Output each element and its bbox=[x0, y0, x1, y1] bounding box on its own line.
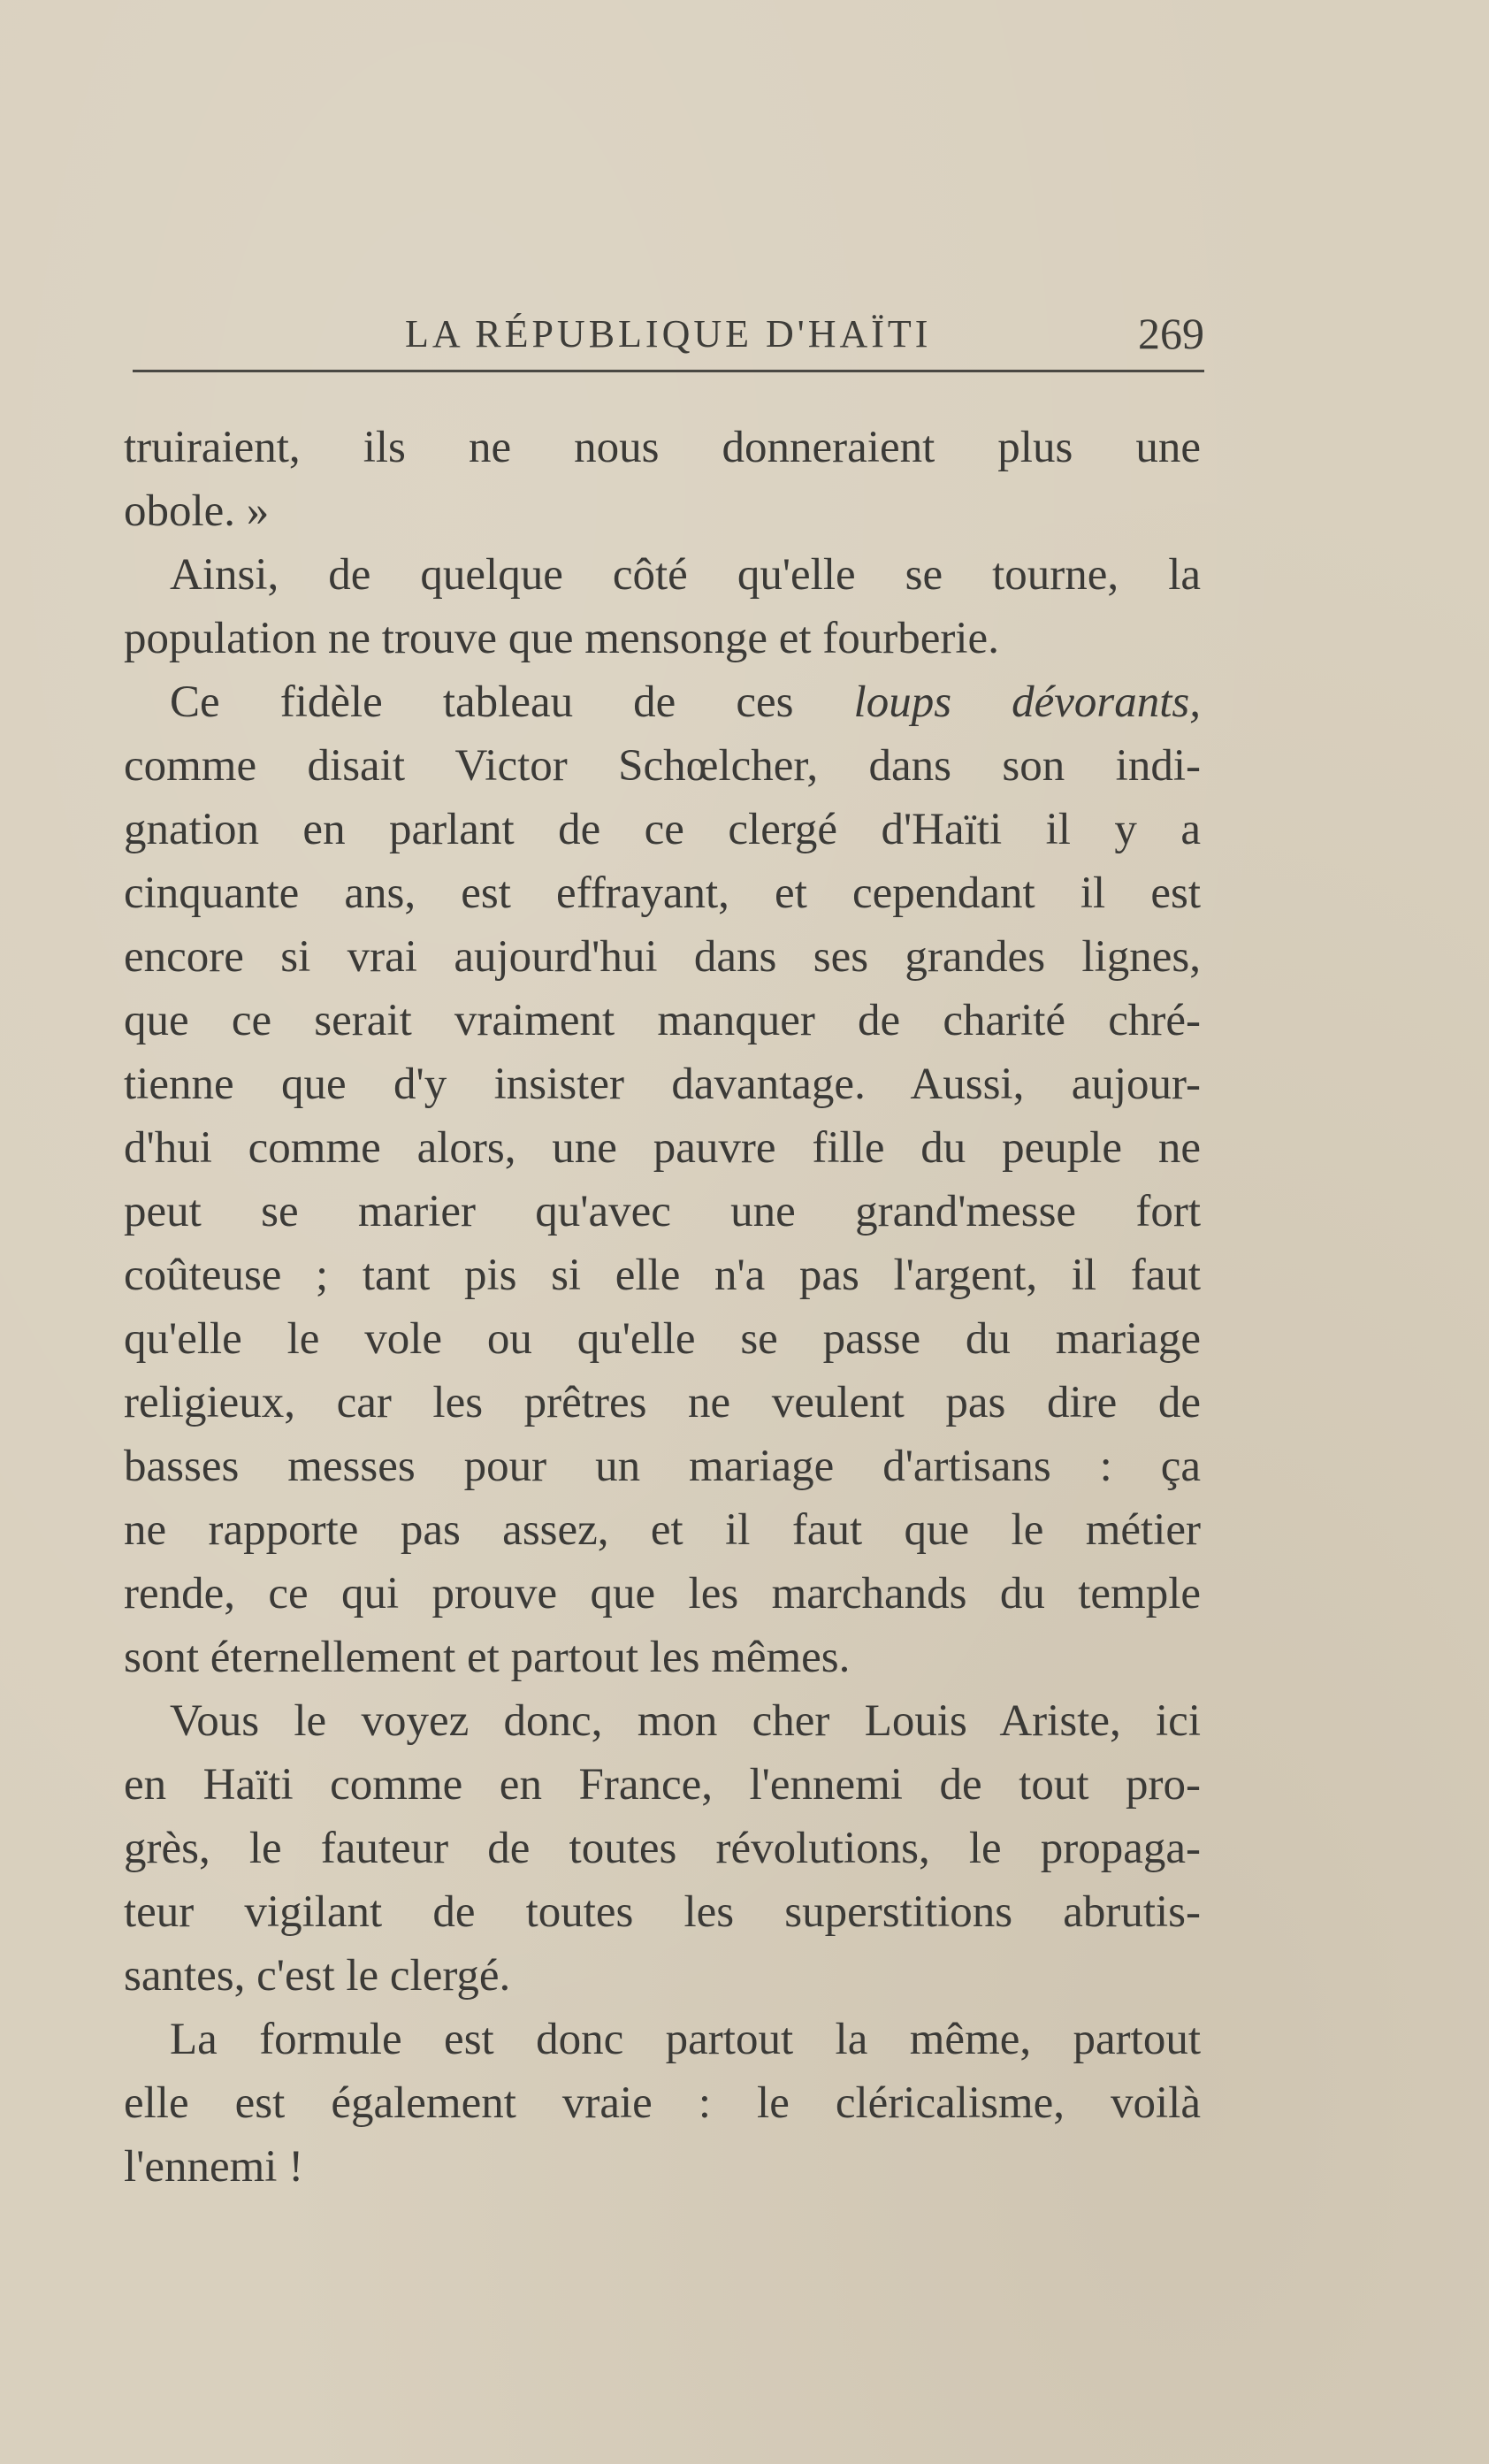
text-line: d'hui comme alors, une pauvre fille du peuple ne bbox=[124, 1123, 1201, 1173]
text-line: religieux, car les prêtres ne veulent pas dire de bbox=[124, 1378, 1201, 1427]
body-text bbox=[124, 416, 1201, 2199]
text-line: Ainsi, de quelque côté qu'elle se tourne, la bbox=[170, 550, 1201, 600]
header-rule bbox=[133, 370, 1204, 372]
running-head bbox=[133, 301, 1204, 371]
text-line: Vous le voyez donc, mon cher Louis Ariste, ici bbox=[170, 1696, 1201, 1746]
text-line: l'ennemi ! bbox=[124, 2142, 304, 2192]
page-number: 269 bbox=[1138, 309, 1204, 358]
text-line: basses messes pour un mariage d'artisans : ça bbox=[124, 1442, 1201, 1491]
text-line bbox=[124, 670, 1201, 734]
text-line: encore si vrai aujourd'hui dans ses grandes lignes, bbox=[124, 932, 1201, 982]
text-line: grès, le fauteur de toutes révolutions, le propaga- bbox=[124, 1824, 1201, 1873]
text-line: ne rapporte pas assez, et il faut que le métier bbox=[124, 1505, 1201, 1555]
text-line: obole. » bbox=[124, 486, 270, 536]
text-line: gnation en parlant de ce clergé d'Haïti il y a bbox=[124, 805, 1201, 854]
text-line: La formule est donc partout la même, partout bbox=[170, 2015, 1201, 2064]
text-line: santes, c'est le clergé. bbox=[124, 1951, 511, 2001]
text-line: truiraient, ils ne nous donneraient plus une bbox=[124, 423, 1201, 472]
text-line-roman: Ce fidèle tableau de ces bbox=[170, 677, 854, 727]
text-line: coûteuse ; tant pis si elle n'a pas l'argent, il faut bbox=[124, 1251, 1201, 1300]
running-head-title: LA RÉPUBLIQUE D'HAÏTI bbox=[405, 312, 932, 356]
text-line: peut se marier qu'avec une grand'messe fort bbox=[124, 1187, 1201, 1236]
text-line: rende, ce qui prouve que les marchands du temple bbox=[124, 1569, 1201, 1618]
text-line: elle est également vraie : le cléricalisme, voilà bbox=[124, 2078, 1201, 2128]
text-line: tienne que d'y insister davantage. Aussi, aujour- bbox=[124, 1060, 1201, 1109]
text-line: cinquante ans, est effrayant, et cependant il est bbox=[124, 869, 1201, 918]
text-line-italic: loups dévorants, bbox=[853, 677, 1201, 727]
text-line: que ce serait vraiment manquer de charité chré- bbox=[124, 996, 1201, 1045]
text-line: en Haïti comme en France, l'ennemi de tout pro- bbox=[124, 1760, 1201, 1810]
text-line: sont éternellement et partout les mêmes. bbox=[124, 1633, 851, 1682]
text-line: teur vigilant de toutes les superstitions abrutis- bbox=[124, 1887, 1201, 1937]
text-line: comme disait Victor Schœlcher, dans son indi- bbox=[124, 741, 1201, 791]
text-line: qu'elle le vole ou qu'elle se passe du mariage bbox=[124, 1314, 1201, 1364]
text-line: population ne trouve que mensonge et fourberie. bbox=[124, 614, 999, 663]
